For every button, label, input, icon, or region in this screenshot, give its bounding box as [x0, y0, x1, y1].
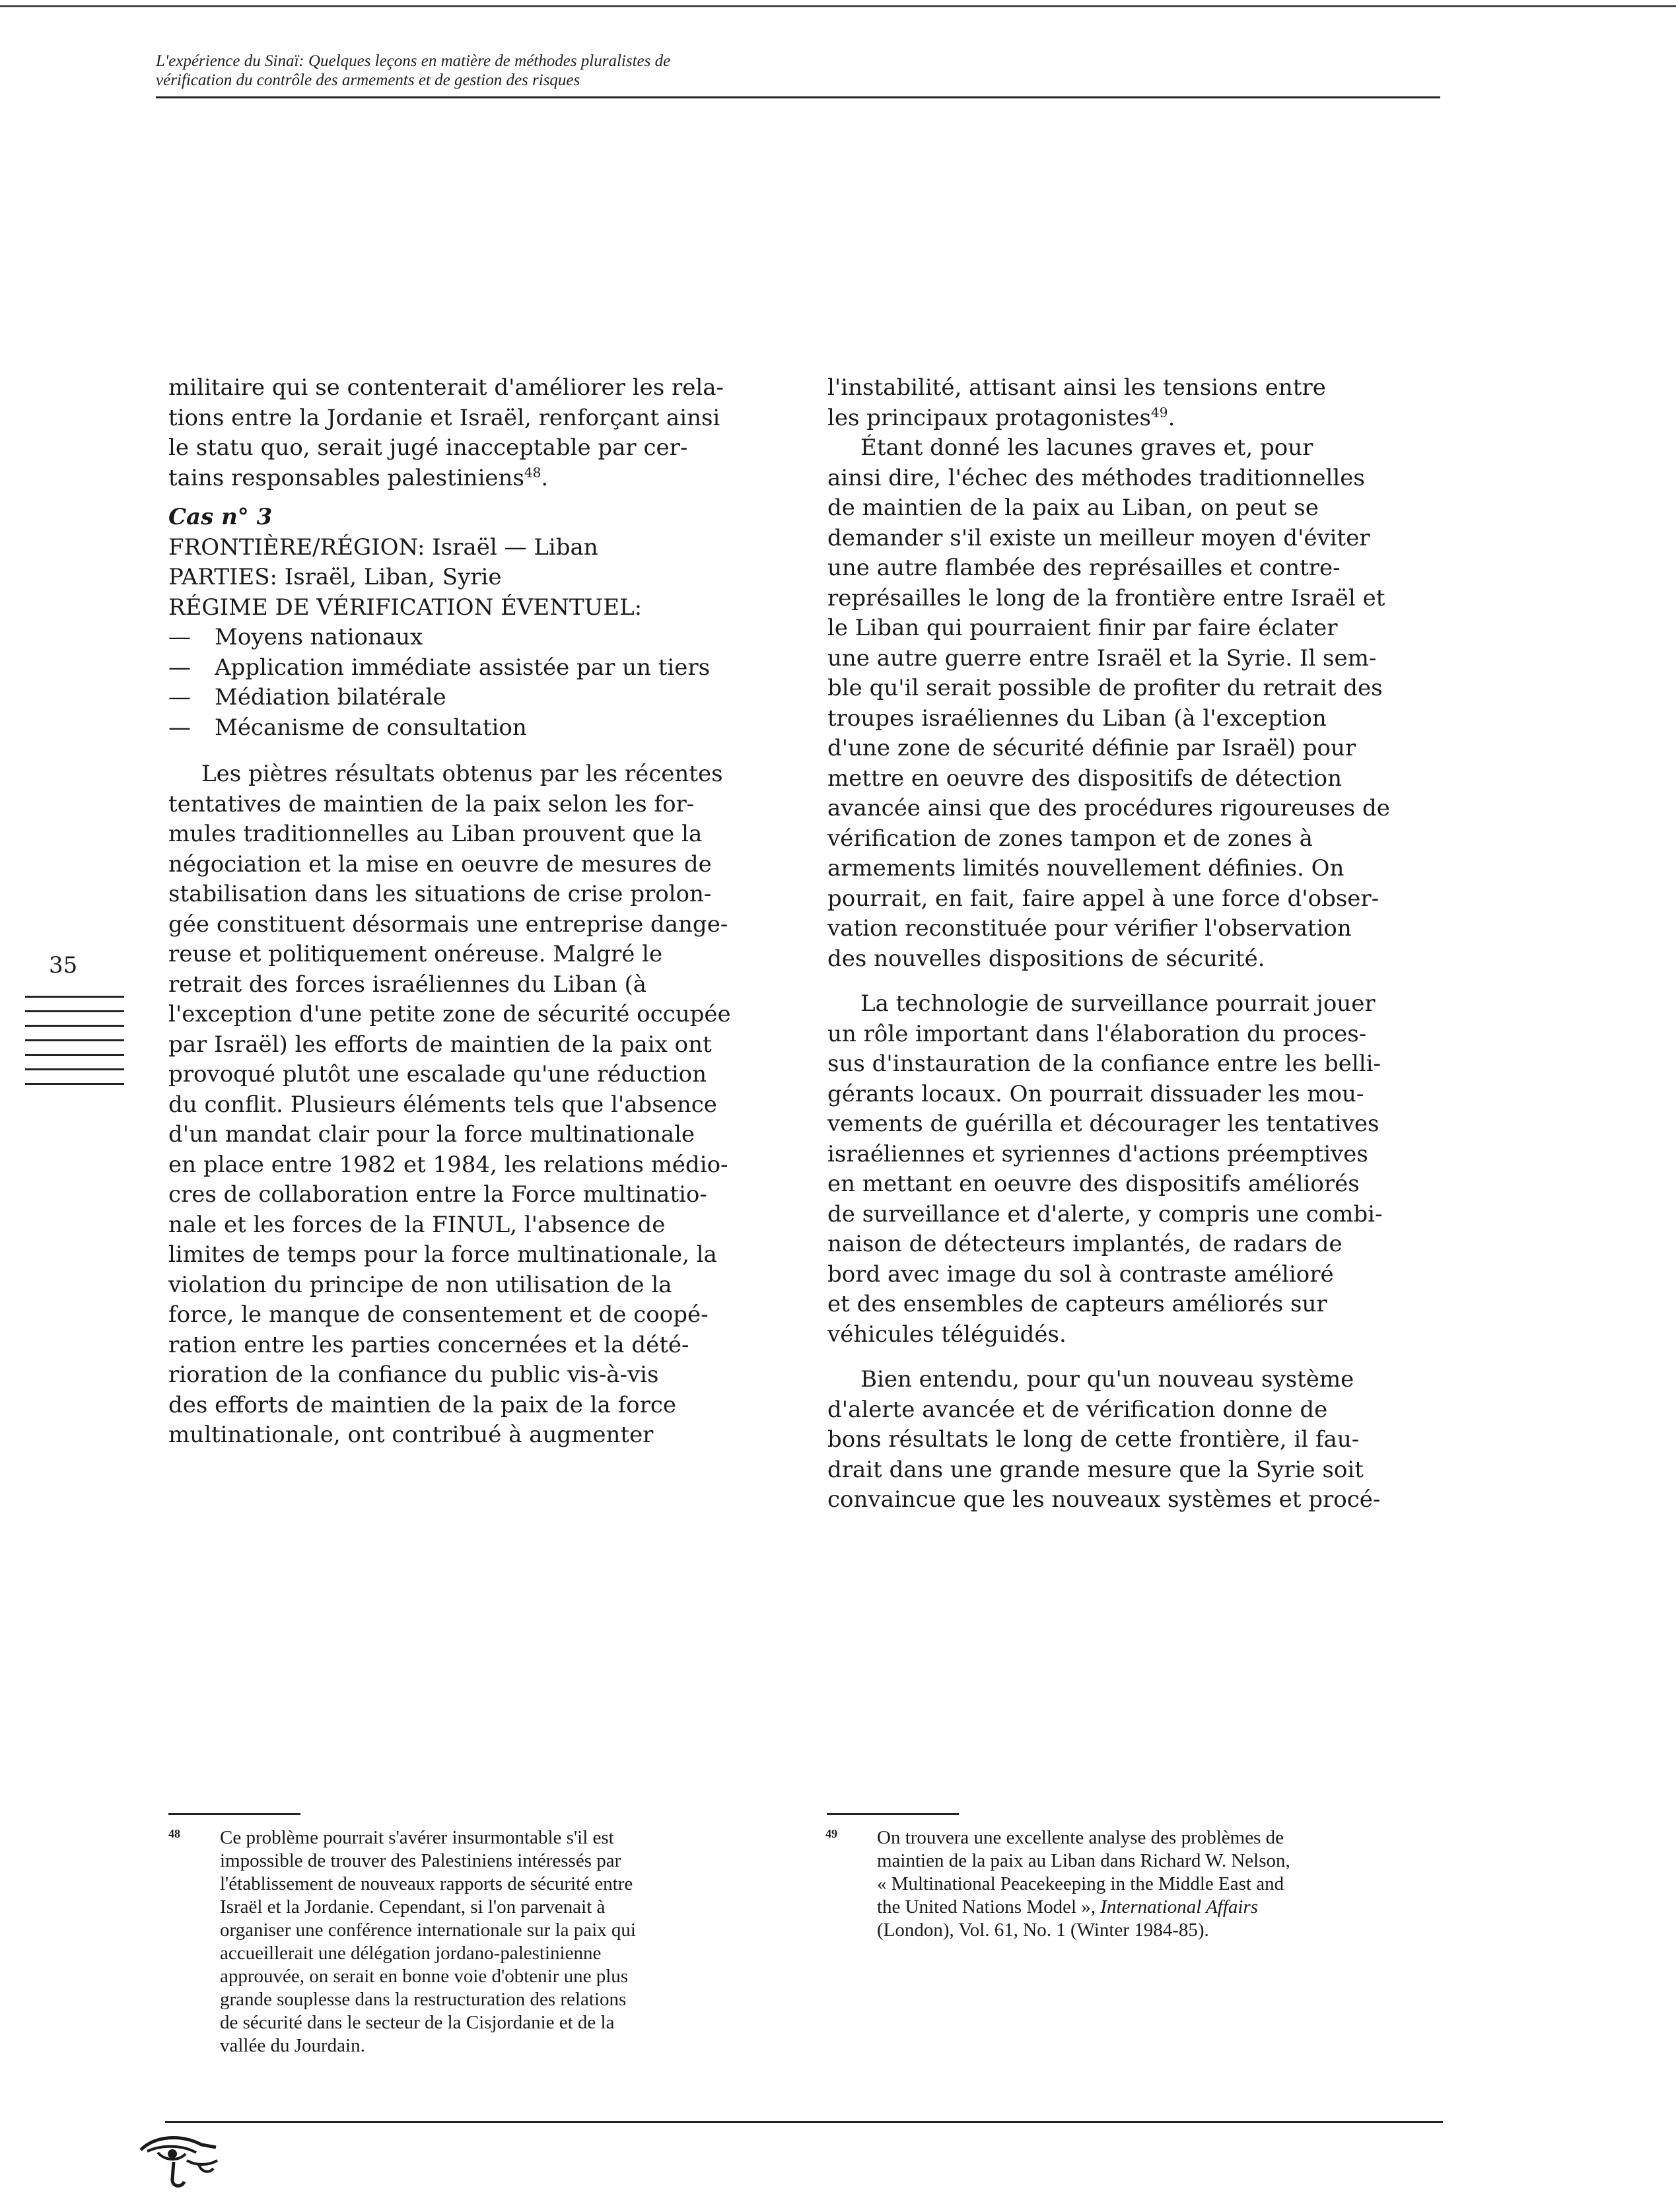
footnote-line: Israël et la Jordanie. Cependant, si l'on parvenait à — [220, 1896, 606, 1918]
footnote-line: accueillerait une délégation jordano-palestinienne — [220, 1943, 602, 1964]
text-line: sus d'instauration de la confiance entre les belli- — [827, 1051, 1381, 1077]
right-column — [827, 373, 1422, 1515]
text-line: par Israël) les efforts de maintien de la paix ont — [168, 1031, 712, 1058]
dash-marker: — — [168, 654, 191, 681]
left-paragraph-1 — [168, 373, 763, 493]
text-line: l'exception d'une petite zone de sécurité occupée — [168, 1001, 731, 1027]
text-fragment: the United Nations Model », — [877, 1896, 1101, 1918]
text-line: violation du principe de non utilisation de la — [168, 1271, 672, 1298]
text-line: le statu quo, serait jugé inacceptable par cer- — [168, 434, 688, 461]
text-line: convaincue que les nouveaux systèmes et procé- — [827, 1486, 1381, 1513]
footnote-mark: 48 — [168, 1827, 180, 1840]
text-line: naison de détecteurs implantés, de radars de — [827, 1231, 1343, 1257]
margin-rules — [25, 996, 124, 1097]
margin-rule — [25, 1010, 124, 1012]
text-line: d'un mandat clair pour la force multinationale — [168, 1121, 695, 1148]
text-line: nale et les forces de la FINUL, l'absence de — [168, 1211, 666, 1238]
footnote-line: maintien de la paix au Liban dans Richard W. Nelson, — [877, 1850, 1290, 1871]
list-item-text: Application immédiate assistée par un tiers — [215, 654, 711, 681]
text-line: représailles le long de la frontière entre Israël et — [827, 584, 1385, 611]
text-line: en place entre 1982 et 1984, les relations médio- — [168, 1151, 728, 1178]
text-line: vements de guérilla et décourager les tentatives — [827, 1111, 1379, 1137]
text-line: en mettant en oeuvre des dispositifs améliorés — [827, 1171, 1360, 1197]
footnote-body — [877, 1826, 1393, 1942]
margin-rule — [25, 1054, 124, 1056]
text-line: le Liban qui pourraient finir par faire éclater — [827, 615, 1338, 641]
bottom-rule — [165, 2121, 1443, 2123]
list-item — [168, 713, 763, 743]
text-line: des nouvelles dispositions de sécurité. — [827, 945, 1265, 972]
case-border-line: FRONTIÈRE/RÉGION: Israël — Liban — [168, 534, 598, 561]
text-line: tions entre la Jordanie et Israël, renforçant ainsi — [168, 404, 720, 431]
text-line: une autre guerre entre Israël et la Syrie. Il sem- — [827, 644, 1377, 672]
text-line: ainsi dire, l'échec des méthodes traditionnelles — [827, 464, 1365, 491]
running-head — [156, 52, 1411, 90]
text-line: de maintien de la paix au Liban, on peut se — [827, 495, 1319, 521]
text-fragment: . — [541, 464, 549, 491]
text-line: d'alerte avancée et de vérification donne de — [827, 1396, 1328, 1423]
footnote-line: On trouvera une excellente analyse des problèmes de — [877, 1827, 1284, 1848]
text-line: rioration de la confiance du public vis-à-vis — [168, 1362, 659, 1388]
footnote-line: vallée du Jourdain. — [220, 2035, 365, 2056]
text-line: véhicules téléguidés. — [827, 1321, 1066, 1348]
left-paragraph-2 — [168, 759, 763, 1451]
running-head-line-1: L'expérience du Sinaï: Quelques leçons en matière de méthodes pluralistes de — [156, 52, 671, 70]
text-line: gée constituent désormais une entreprise dange- — [168, 911, 728, 938]
left-column — [168, 373, 763, 1451]
text-fragment: . — [1168, 404, 1175, 431]
margin-rule — [25, 1025, 124, 1027]
margin-rule — [25, 1068, 124, 1070]
text-line: mettre en oeuvre des dispositifs de détection — [827, 765, 1343, 792]
text-line: tentatives de maintien de la paix selon les for- — [168, 790, 695, 817]
list-item — [168, 623, 763, 653]
text-line: reuse et politiquement onéreuse. Malgré le — [168, 941, 663, 967]
list-item-text: Moyens nationaux — [215, 624, 423, 650]
dash-marker: — — [168, 714, 191, 741]
text-line: israéliennes et syriennes d'actions préemptives — [827, 1140, 1368, 1167]
text-line: pourrait, en fait, faire appel à une force d'obser- — [827, 885, 1379, 912]
footnote-line: (London), Vol. 61, No. 1 (Winter 1984-85). — [877, 1919, 1209, 1941]
footnote-line: impossible de trouver des Palestiniens intéressés par — [220, 1850, 621, 1871]
text-line: force, le manque de consentement et de coopé- — [168, 1301, 709, 1328]
text-line: et des ensembles de capteurs améliorés sur — [827, 1291, 1327, 1317]
text-line — [827, 403, 1422, 434]
footnote-mark: 49 — [825, 1827, 837, 1840]
eye-of-horus-icon — [135, 2130, 221, 2193]
text-line — [168, 464, 763, 494]
margin-rule — [25, 1083, 124, 1085]
text-fragment: les principaux protagonistes — [827, 404, 1151, 431]
text-line: limites de temps pour la force multinationale, la — [168, 1241, 717, 1268]
text-line: La technologie de surveillance pourrait jouer — [860, 990, 1376, 1017]
footnote-line: Ce problème pourrait s'avérer insurmontable s'il est — [220, 1827, 614, 1848]
footnote-line — [877, 1896, 1393, 1919]
right-paragraph-4 — [827, 1365, 1422, 1515]
top-rule — [0, 5, 1676, 7]
footnote-line: approuvée, on serait en bonne voie d'obtenir une plus — [220, 1966, 629, 1987]
list-item — [168, 683, 763, 713]
case-title: Cas n° 3 — [168, 504, 273, 530]
list-item-text: Médiation bilatérale — [215, 684, 446, 710]
text-fragment: tains responsables palestiniens — [168, 464, 524, 491]
footnote-ref-49[interactable]: 49 — [1150, 404, 1168, 421]
text-line: du conflit. Plusieurs éléments tels que l'absence — [168, 1091, 717, 1118]
text-line: Bien entendu, pour qu'un nouveau système — [860, 1366, 1354, 1393]
footnote-line: « Multinational Peacekeeping in the Middle East and — [877, 1873, 1284, 1894]
text-line: cres de collaboration entre la Force multinatio- — [168, 1181, 707, 1208]
case-parties-line: PARTIES: Israël, Liban, Syrie — [168, 564, 502, 590]
text-line: armements limités nouvellement définies. On — [827, 855, 1344, 881]
list-item — [168, 653, 763, 683]
footnote-ref-48[interactable]: 48 — [524, 464, 541, 481]
footnote-rule-left — [168, 1813, 300, 1815]
page-number: 35 — [49, 952, 78, 979]
right-paragraph-3 — [827, 989, 1422, 1350]
text-line: avancée ainsi que des procédures rigoureuses de — [827, 795, 1390, 821]
text-line: provoqué plutôt une escalade qu'une réduction — [168, 1061, 707, 1088]
text-line: une autre flambée des représailles et contre- — [827, 555, 1341, 581]
header-rule — [156, 96, 1440, 98]
text-line: de surveillance et d'alerte, y compris une combi- — [827, 1200, 1383, 1227]
margin-rule — [25, 1039, 124, 1041]
text-line: stabilisation dans les situations de crise prolon- — [168, 881, 712, 907]
text-line: bons résultats le long de cette frontière, il fau- — [827, 1426, 1360, 1453]
footnote-body — [220, 1826, 736, 2057]
text-line: multinationale, ont contribué à augmenter — [168, 1422, 654, 1448]
footnote-line: grande souplesse dans la restructuration des relations — [220, 1989, 627, 2010]
footnote-line: l'établissement de nouveaux rapports de sécurité entre — [220, 1873, 633, 1894]
text-line: demander s'il existe un meilleur moyen d'éviter — [827, 524, 1370, 551]
text-line: négociation et la mise en oeuvre de mesures de — [168, 850, 712, 878]
case-regime-line: RÉGIME DE VÉRIFICATION ÉVENTUEL: — [168, 594, 643, 621]
footnote-49 — [825, 1826, 1393, 1942]
text-line: militaire qui se contenterait d'améliorer les rela- — [168, 374, 724, 401]
footnote-rule-right — [827, 1813, 959, 1815]
footnote-48 — [168, 1826, 736, 2057]
text-line: l'instabilité, attisant ainsi les tensions entre — [827, 374, 1326, 401]
text-line: drait dans une grande mesure que la Syrie soit — [827, 1456, 1364, 1483]
running-head-line-2: vérification du contrôle des armements et de gestion des risques — [156, 71, 580, 89]
list-item-text: Mécanisme de consultation — [215, 714, 527, 741]
dash-marker: — — [168, 624, 191, 650]
text-line: un rôle important dans l'élaboration du proces- — [827, 1020, 1367, 1047]
text-line: Étant donné les lacunes graves et, pour — [860, 434, 1313, 461]
footnote-line: de sécurité dans le secteur de la Cisjordanie et de la — [220, 2012, 615, 2033]
dash-marker: — — [168, 684, 191, 710]
regime-list — [168, 623, 763, 743]
text-line: bord avec image du sol à contraste amélioré — [827, 1261, 1334, 1288]
text-line: troupes israéliennes du Liban (à l'exception — [827, 705, 1327, 732]
text-line: ration entre les parties concernées et la dété- — [168, 1331, 689, 1358]
text-line: mules traditionnelles au Liban prouvent que la — [168, 821, 703, 847]
text-line: des efforts de maintien de la paix de la force — [168, 1391, 677, 1418]
right-paragraph-2 — [827, 433, 1422, 974]
text-line: Les piètres résultats obtenus par les récentes — [201, 761, 723, 787]
text-line: vérification de zones tampon et de zones à — [827, 825, 1313, 852]
text-line: vation reconstituée pour vérifier l'observation — [827, 915, 1352, 942]
text-line: ble qu'il serait possible de profiter du retrait des — [827, 675, 1383, 701]
text-line: gérants locaux. On pourrait dissuader les mou- — [827, 1080, 1364, 1107]
text-line: retrait des forces israéliennes du Liban (à — [168, 971, 646, 998]
footnote-line: organiser une conférence internationale sur la paix qui — [220, 1919, 636, 1941]
margin-rule — [25, 996, 124, 998]
text-line: d'une zone de sécurité définie par Israël) pour — [827, 735, 1356, 761]
journal-title: International Affairs — [1100, 1896, 1259, 1918]
